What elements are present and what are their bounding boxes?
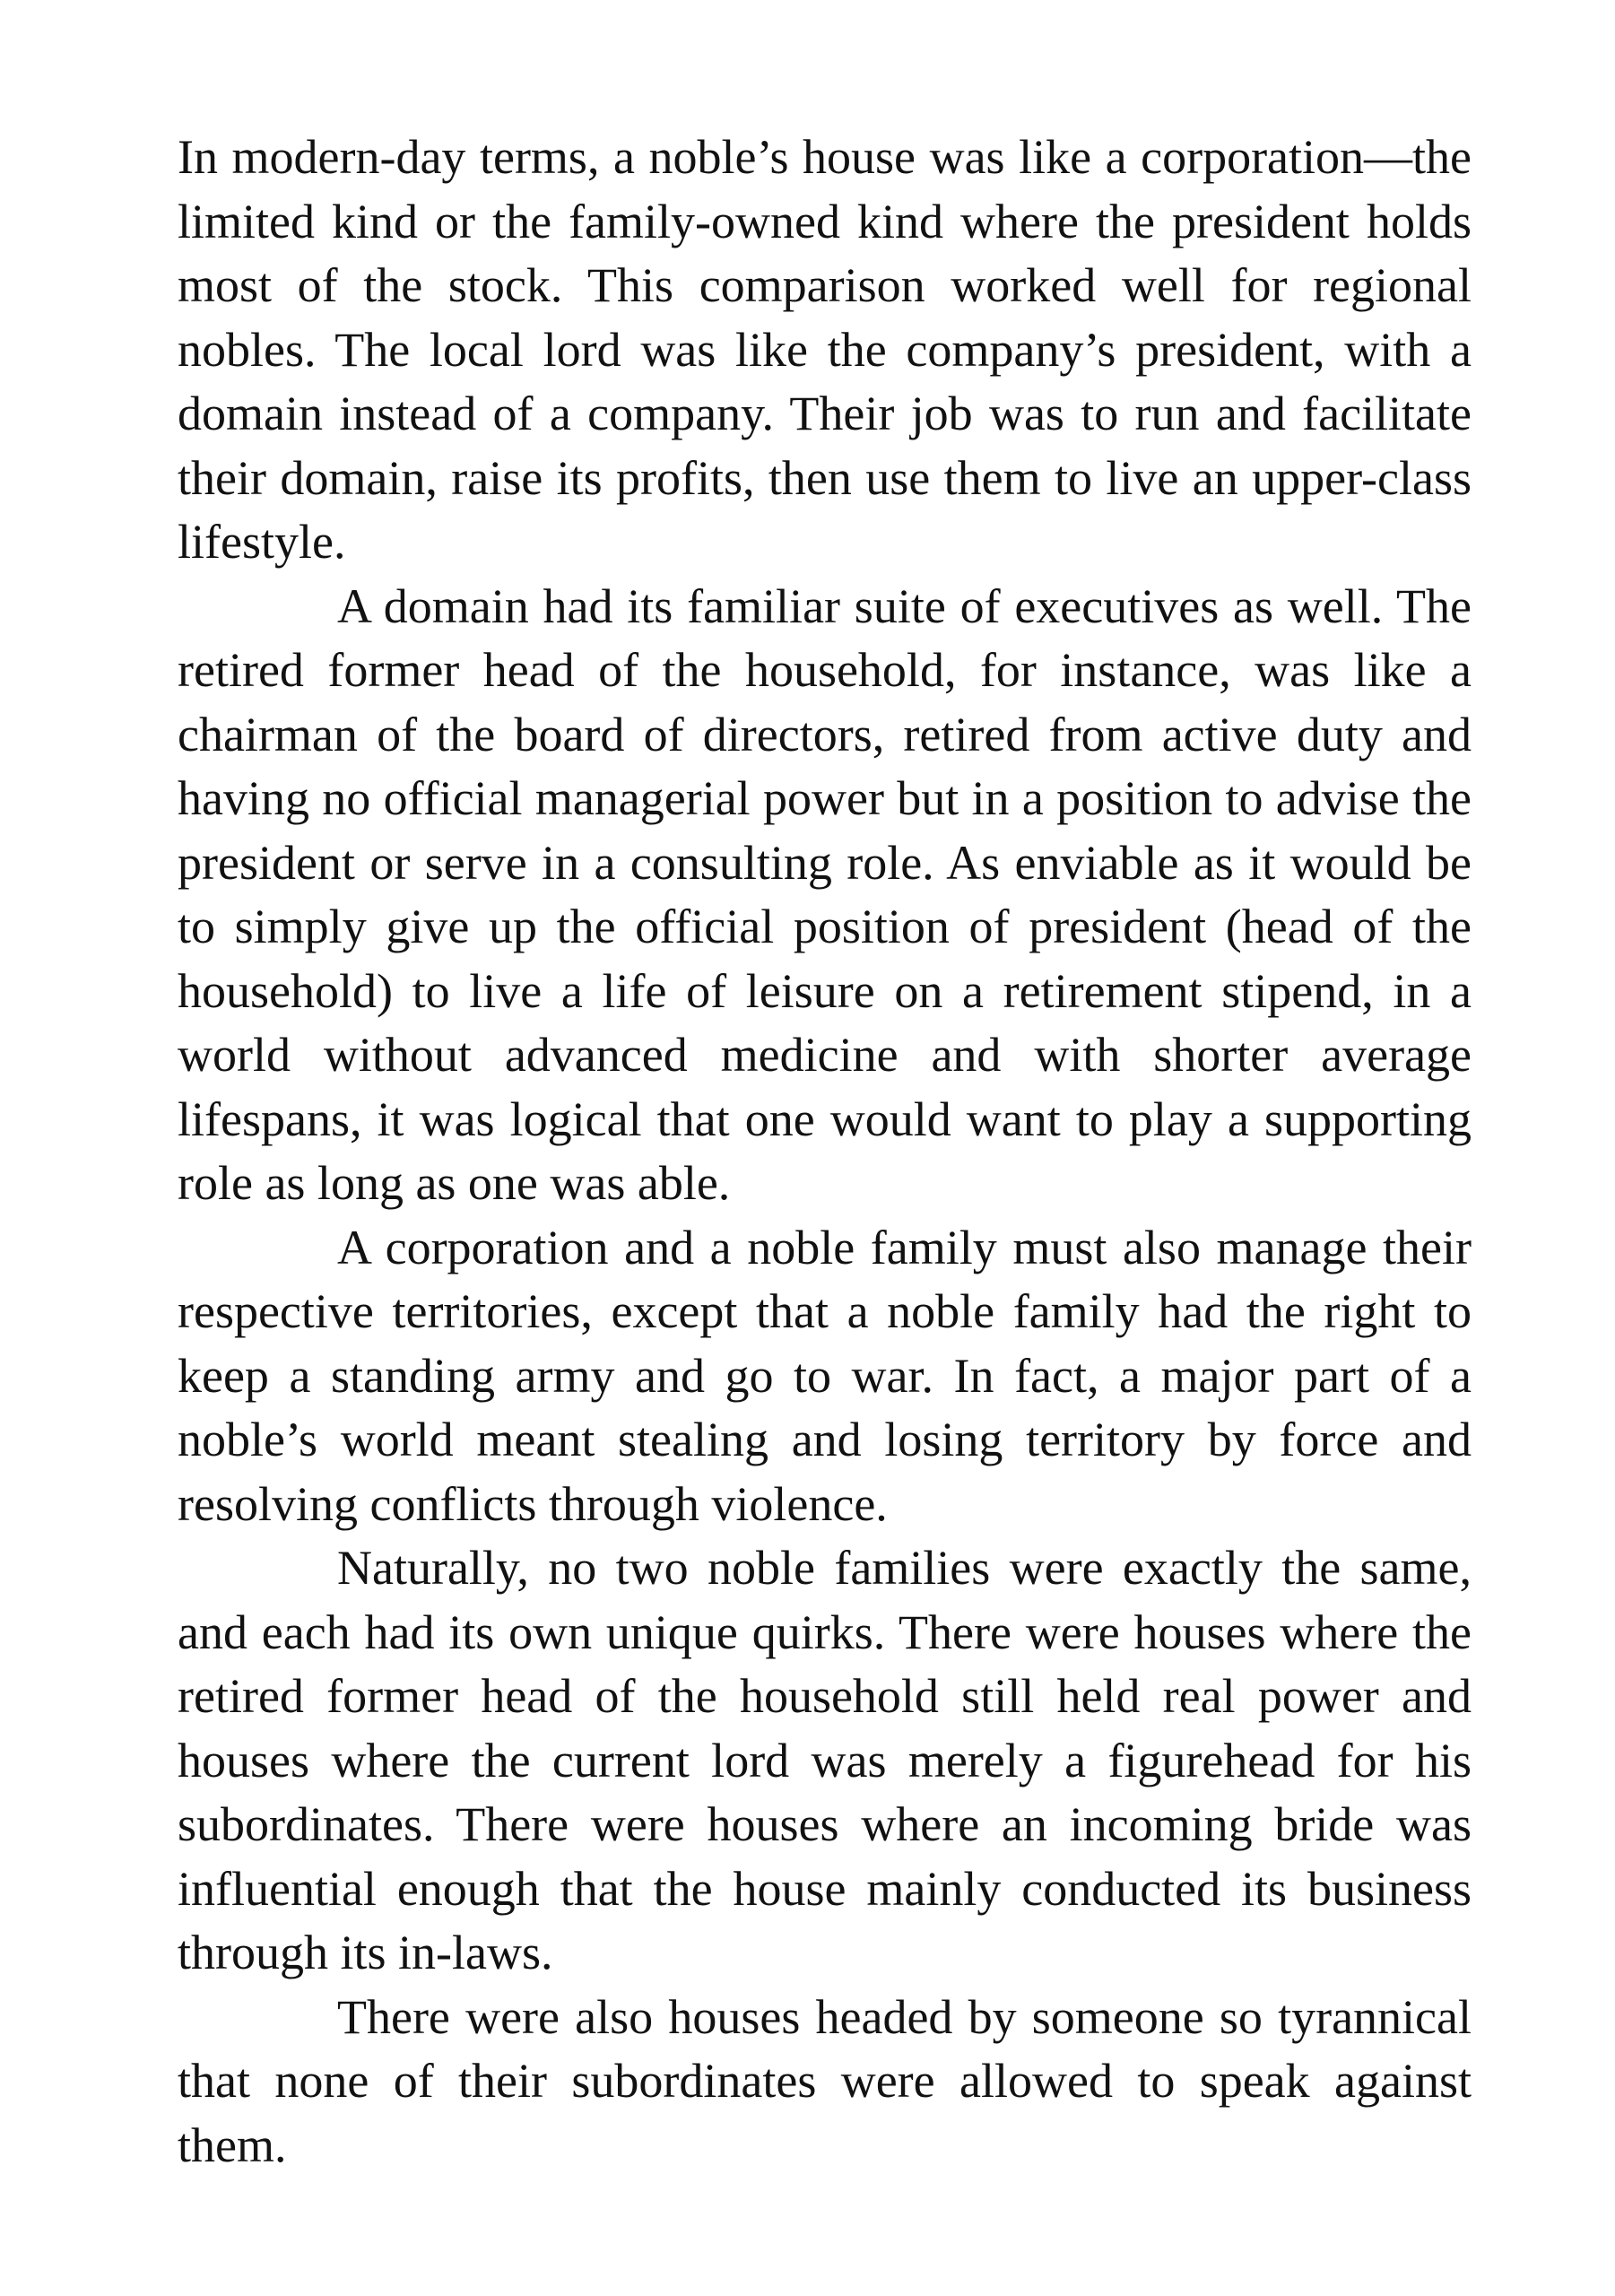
paragraph-2: A domain had its familiar suite of executives as well. The retired former head of the household, for instance, was like a chairman of the board of directors, retired from active duty and having no official managerial power but in a position to advise the president or serve in a consulting role. As enviable as it would be to simply give up the official position of president (head of the household) to live a life of leisure on a retirement stipend, in a world without advanced medicine and with shorter average lifespans, it was logical that one would want to play a supporting role as long as one was able. (178, 578, 1472, 1210)
page-body (178, 126, 1472, 2178)
paragraph-3: A corporation and a noble family must also manage their respective territories, except that a noble family had the right to keep a standing army and go to war. In fact, a major part of a noble’s world meant stealing and losing territory by force and resolving conflicts through violence. (178, 1220, 1472, 1531)
paragraph-1: In modern-day terms, a noble’s house was like a corporation—the limited kind or the family-owned kind where the president holds most of the stock. This comparison worked well for regional nobles. The local lord was like the company’s president, with a domain instead of a company. Their job was to run and facilitate their domain, raise its profits, then use them to live an upper-class lifestyle. (178, 130, 1472, 569)
paragraph-5: There were also houses headed by someone so tyrannical that none of their subordinates were allowed to speak against them. (178, 1989, 1472, 2172)
paragraph-4: Naturally, no two noble families were exactly the same, and each had its own unique quirks. There were houses where the retired former head of the household still held real power and houses where the current lord was merely a figurehead for his subordinates. There were houses where an incoming bride was influential enough that the house mainly conducted its business through its in-laws. (178, 1541, 1472, 1979)
